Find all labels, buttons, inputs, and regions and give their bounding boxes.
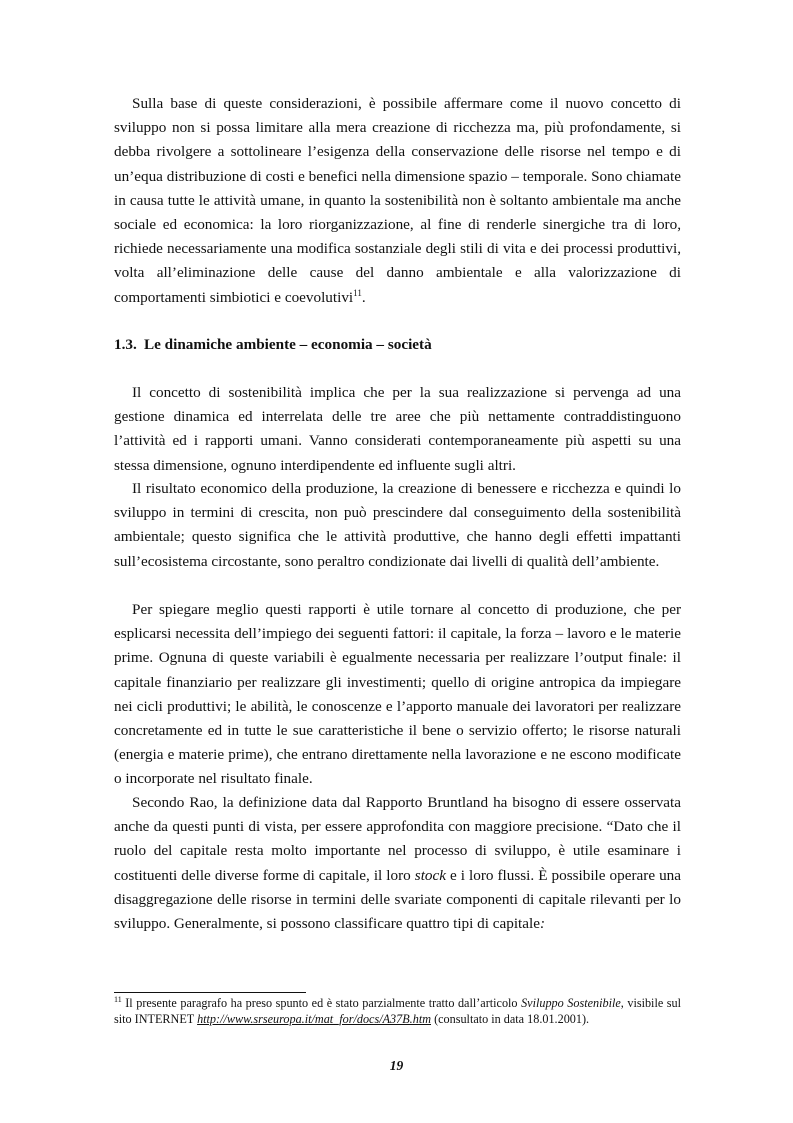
- paragraph-sustainability-dynamics: Il concetto di sostenibilità implica che per la sua realizzazione si pervenga ad una gestione dinamica ed interrelata delle tre aree che più nettamente contraddistinguono l’attività ed i rapporti umani. Vanno considerati contemporaneamente più aspetti su una stessa dimensione, ognuno interdipendente ed influente sugli altri.: [114, 384, 681, 474]
- page-number: 19: [389, 1058, 404, 1073]
- paragraph-sustainability-concept: [114, 92, 681, 310]
- section-number: 1.3.: [114, 336, 137, 353]
- section-title: Le dinamiche ambiente – economia – società: [144, 336, 432, 353]
- italic-colon: :: [539, 915, 546, 933]
- footnote-reference-11[interactable]: 11: [353, 287, 362, 298]
- footnote-11: [114, 996, 681, 1027]
- footnote-text: Il presente paragrafo ha preso spunto ed è stato parzialmente tratto dall’articolo: [121, 996, 522, 1010]
- paragraph-text: Sulla base di queste considerazioni, è possibile affermare come il nuovo concetto di sviluppo non si possa limitare alla mera creazione di ricchezza ma, più profondamente, si debba rivolgere a sottolineare l’esigenza della conservazione delle risorse nel tempo e di un’equa distribuzione di costi e benefici nella dimensione spazio – temporale. Sono chiamate in causa tutte le attività umane, in quanto la sostenibilità non è soltanto ambientale ma anche sociale ed economica: la loro riorganizzazione, al fine di renderle sinergiche tra di loro, richiede necessariamente una modifica sostanziale degli stili di vita e dei processi produttivi, volta all’eliminazione delle cause del danno ambientale e alla valorizzazione di comportamenti simbiotici e coevolutivi: [114, 95, 681, 306]
- paragraph-text: e i loro flussi. È possibile operare una disaggregazione delle risorse in termini delle svariate componenti di capitale rilevanti per lo sviluppo. Generalmente, si possono classificare quattro tipi di capitale: [114, 866, 681, 933]
- paragraph-punctuation: .: [361, 288, 366, 306]
- section-heading: [114, 333, 681, 357]
- footnote-marker: 11: [114, 994, 122, 1004]
- footnote-text: (consultato in data 18.01.2001).: [431, 1011, 590, 1026]
- paragraph-rao-definition: [114, 791, 681, 936]
- footnote-url-link[interactable]: http://www.srseuropa.it/mat_for/docs/A37B.htm: [197, 1011, 432, 1026]
- footnote-text: , visibile sul sito INTERNET: [114, 996, 682, 1026]
- footnote-separator: [114, 992, 306, 993]
- paragraph-economic-result: Il risultato economico della produzione, la creazione di benessere e ricchezza e quindi lo sviluppo in termini di crescita, non può prescindere dal conseguimento della sostenibilità ambientale; questo significa che le attività produttive, che hanno degli effetti impattanti sull’ecosistema circostante, sono peraltro condizionate dai livelli di qualità dell’ambiente.: [114, 480, 681, 570]
- paragraph-text: Secondo Rao, la definizione data dal Rapporto Bruntland ha bisogno di essere osservata anche da questi punti di vista, per essere approfondita con maggiore precisione. “Dato che il ruolo del capitale resta molto importante nel processo di sviluppo, è utile esaminare i costituenti delle diverse forme di capitale, il loro: [114, 794, 681, 884]
- paragraph-production-factors: Per spiegare meglio questi rapporti è utile tornare al concetto di produzione, che per esplicarsi necessita dell’impiego dei seguenti fattori: il capitale, la forza – lavoro e le materie prime. Ognuna di queste variabili è egualmente necessaria per realizzare l’output finale: il capitale finanziario per realizzare gli investimenti; quello di origine antropica da impiegare nei cicli produttivi; le abilità, le conoscenze e l’apporto manuale dei lavoratori per realizzare concretamente ed in tutte le sue caratteristiche il bene o servizio offerto; le risorse naturali (energia e materie prime), che entrano direttamente nella lavorazione e ne escono modificate o incorporate nel risultato finale.: [114, 601, 681, 788]
- italic-term-stock: stock: [414, 866, 446, 884]
- footnote-article-title: Sviluppo Sostenibile: [521, 996, 621, 1010]
